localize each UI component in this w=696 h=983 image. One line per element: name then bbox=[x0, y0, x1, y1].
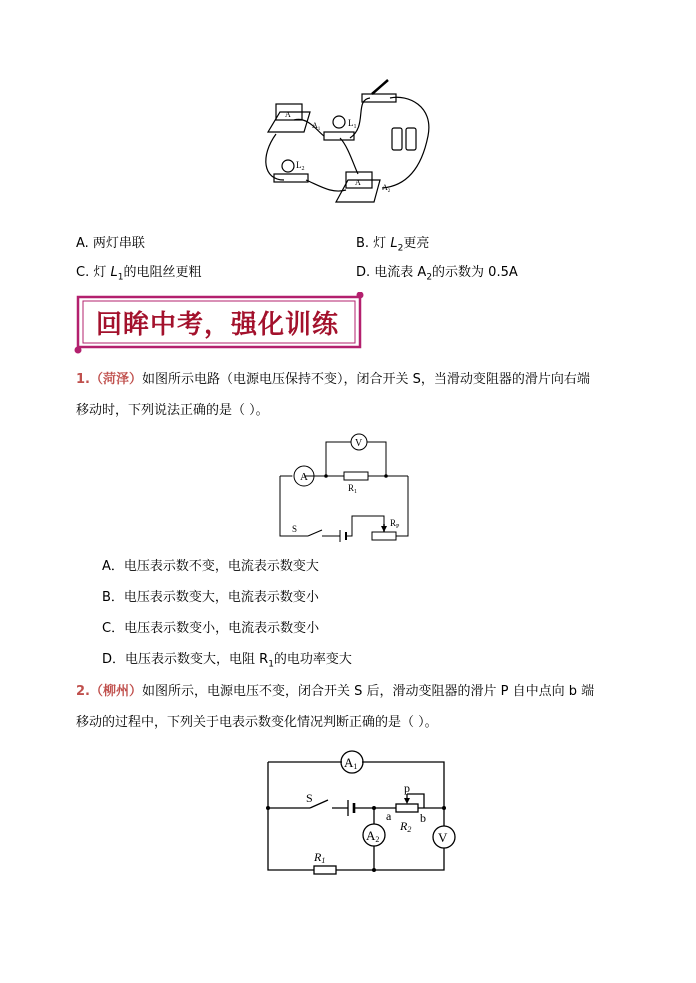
wire bbox=[407, 794, 424, 808]
slider-arrowhead bbox=[381, 526, 387, 532]
lamp2-label: $L_2$ bbox=[296, 160, 305, 172]
voltmeter-letter: V bbox=[438, 830, 448, 845]
switch-s bbox=[310, 800, 328, 808]
q1-option-b: B．电压表示数变大，电流表示数变小 bbox=[102, 590, 319, 605]
wire bbox=[326, 516, 384, 536]
option-d-suffix: 的示数为 0.5A bbox=[432, 265, 518, 280]
option-c-sub: 1 bbox=[117, 272, 124, 283]
lamp-l1-base bbox=[324, 132, 354, 140]
option-d-sub: 2 bbox=[426, 272, 433, 283]
q1-option-c: C．电压表示数变小，电流表示数变小 bbox=[102, 621, 320, 636]
q2-circuit-diagram bbox=[262, 748, 462, 876]
junction-dot bbox=[384, 474, 388, 478]
a1-label: A1 bbox=[344, 755, 358, 771]
battery-cell bbox=[406, 128, 416, 150]
option-c-suffix: 的电阻丝更粗 bbox=[123, 265, 202, 280]
junction-dot bbox=[372, 868, 376, 872]
q1-text: 如图所示电路（电源电压保持不变），闭合开关 S，当滑动变阻器的滑片向右端 bbox=[142, 372, 590, 387]
lamp-l2-bulb bbox=[282, 160, 294, 172]
battery-cell bbox=[392, 128, 402, 150]
slider-p-label: p bbox=[404, 781, 410, 795]
terminal-b-label: b bbox=[420, 811, 426, 825]
lamp-l2-base bbox=[274, 174, 308, 182]
option-d-prefix: D. 电流表 A bbox=[356, 265, 427, 280]
rp-label: $R_P$ bbox=[390, 518, 400, 530]
option-a: A. 两灯串联 bbox=[76, 236, 145, 251]
q1-stem-line2: 移动时，下列说法正确的是（ ）。 bbox=[76, 403, 269, 418]
r1-label: R1 bbox=[314, 850, 326, 865]
option-d bbox=[356, 265, 518, 286]
wire bbox=[266, 134, 284, 180]
option-b-sub: 2 bbox=[397, 243, 404, 254]
q2-stem-line1 bbox=[76, 684, 594, 700]
option-b-suffix: 更亮 bbox=[403, 236, 430, 251]
q1-option-d-prefix: D．电压表示数变大，电阻 R bbox=[102, 652, 269, 667]
a2-label: A2 bbox=[366, 828, 380, 844]
banner-curl bbox=[75, 347, 82, 354]
switch-lever bbox=[372, 80, 388, 94]
q1-option-d-sub: 1 bbox=[268, 659, 274, 670]
wire bbox=[268, 762, 444, 870]
option-c-var: L bbox=[110, 265, 118, 280]
junction-dot bbox=[324, 474, 328, 478]
resistor-r1 bbox=[314, 866, 336, 874]
meter1-face-letter: A bbox=[285, 110, 291, 119]
meter2-label: $A_2$ bbox=[382, 183, 391, 194]
switch-label: S bbox=[292, 524, 298, 534]
wire bbox=[306, 180, 346, 191]
resistor-r1 bbox=[344, 472, 368, 480]
rheostat-r2 bbox=[396, 804, 418, 812]
option-c-prefix: C. 灯 bbox=[76, 265, 111, 280]
section-title: 回眸中考，强化训练 bbox=[96, 310, 340, 340]
q1-option-d-suffix: 的电功率变大 bbox=[273, 652, 352, 667]
ammeter-letter: A bbox=[300, 471, 308, 483]
meter2-face-letter: A bbox=[355, 178, 361, 187]
r1-label: $R_1$ bbox=[348, 483, 358, 495]
option-b bbox=[356, 236, 429, 257]
q1-option-d bbox=[102, 652, 352, 673]
meter1-label: $A_1$ bbox=[312, 121, 321, 132]
lamp1-label: $L_1$ bbox=[348, 118, 357, 130]
option-b-prefix: B. 灯 bbox=[356, 236, 391, 251]
option-c bbox=[76, 265, 201, 286]
wire bbox=[340, 138, 358, 174]
q2-text: 如图所示，电源电压不变，闭合开关 S 后，滑动变阻器的滑片 P 自中点向 b 端 bbox=[142, 684, 595, 699]
q2-stem-line2: 移动的过程中，下列关于电表示数变化情况判断正确的是（ ）。 bbox=[76, 715, 438, 730]
rheostat-rp bbox=[372, 532, 396, 540]
junction-dot bbox=[372, 806, 376, 810]
switch-s bbox=[308, 530, 322, 536]
switch-label: S bbox=[306, 791, 313, 805]
slider-arrowhead bbox=[404, 798, 410, 804]
junction-dot bbox=[442, 806, 446, 810]
q1-stem-line1 bbox=[76, 372, 590, 388]
q2-number: 2. bbox=[76, 684, 90, 699]
r2-label: R2 bbox=[400, 819, 412, 834]
q2-source: （柳州） bbox=[89, 684, 142, 699]
q1-circuit-diagram bbox=[278, 428, 414, 544]
q1-source: （菏泽） bbox=[89, 372, 142, 387]
terminal-a-label: a bbox=[386, 809, 392, 823]
lamp-l1-bulb bbox=[333, 116, 345, 128]
voltmeter-letter: V bbox=[355, 438, 363, 449]
q1-number: 1. bbox=[76, 372, 90, 387]
option-b-var: L bbox=[390, 236, 398, 251]
q1-option-a: A．电压表示数不变，电流表示数变大 bbox=[102, 559, 319, 574]
physical-circuit-figure bbox=[258, 76, 440, 210]
junction-dot bbox=[266, 806, 270, 810]
